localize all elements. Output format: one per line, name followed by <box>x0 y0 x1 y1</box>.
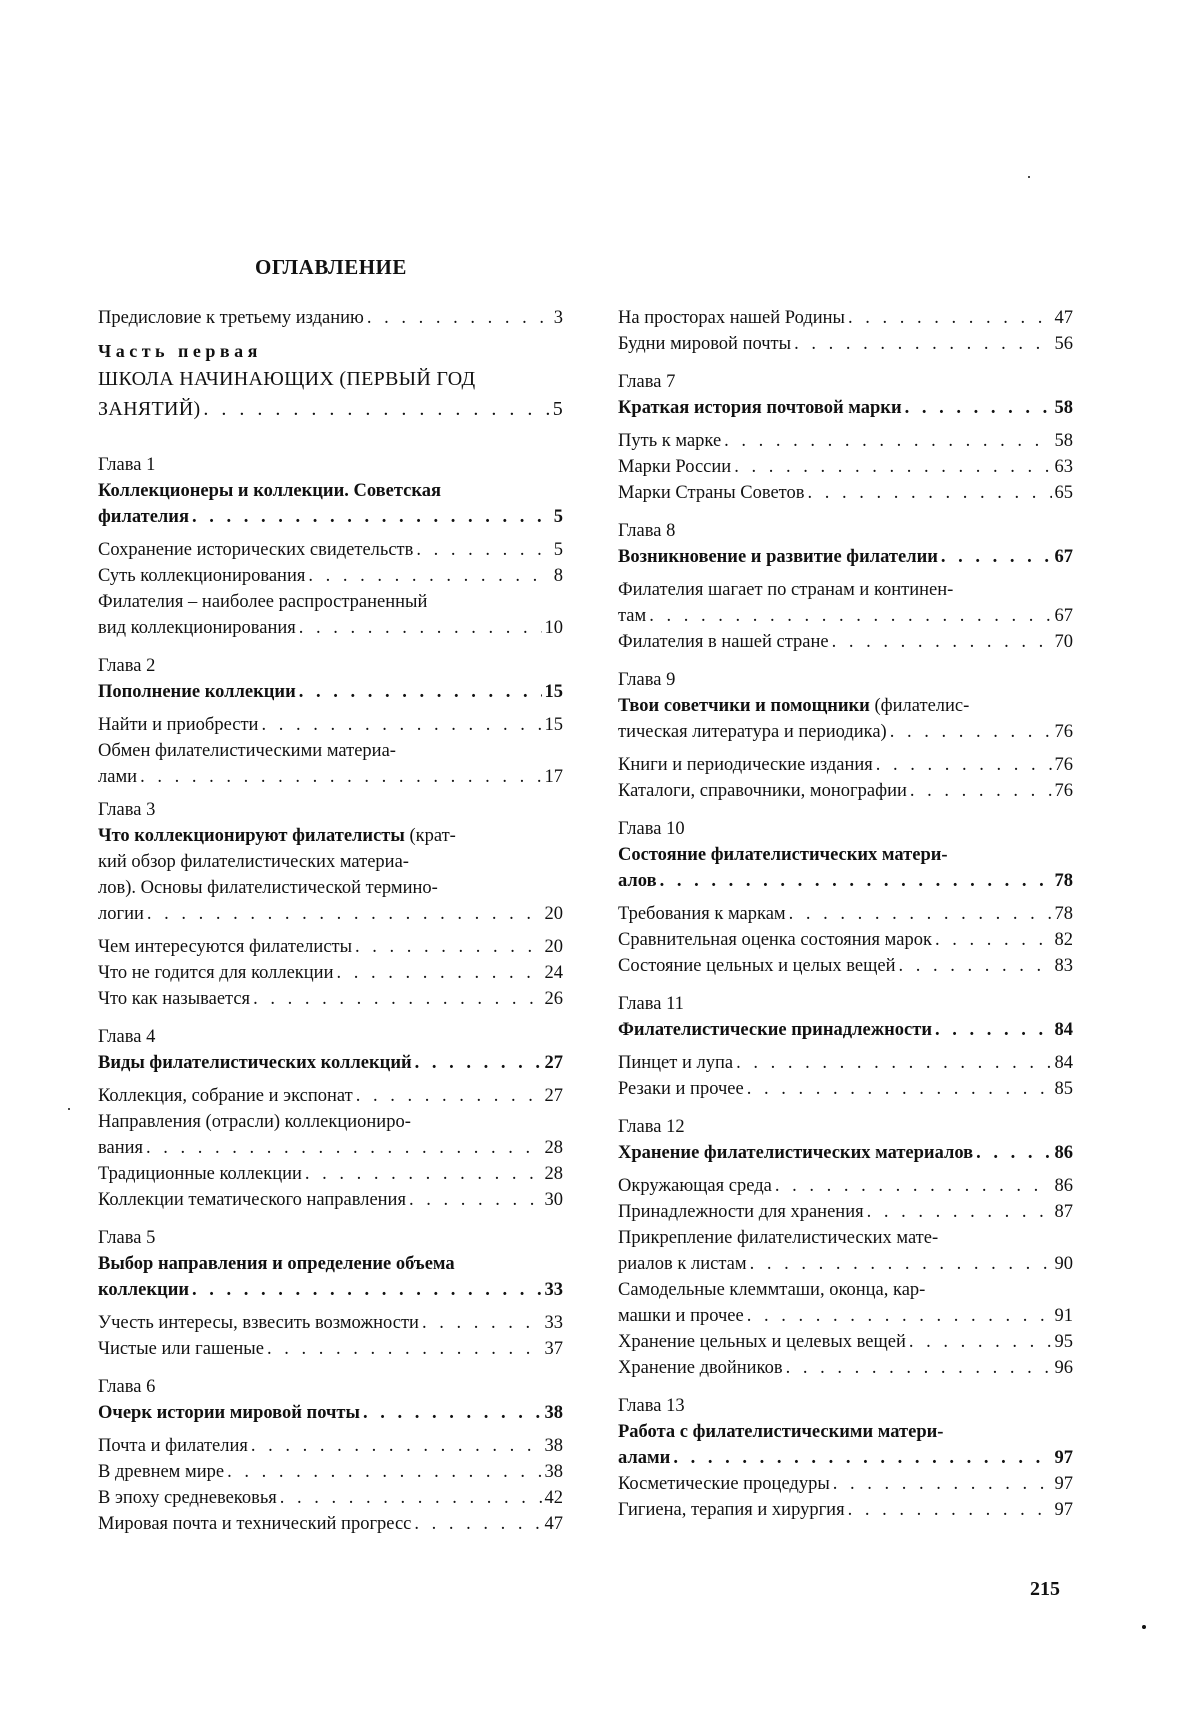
leader-dots <box>876 752 1052 778</box>
toc-entry[interactable] <box>618 629 1073 655</box>
leader-dots <box>976 1140 1051 1166</box>
entry-title: Предисловие к третьему изданию <box>98 305 364 331</box>
entry-title-line: Направления (отрасли) коллекциониро- <box>98 1109 563 1135</box>
chapter-label: Глава 4 <box>98 1024 563 1050</box>
entry-title: Почта и филателия <box>98 1433 248 1459</box>
entry-title: В древнем мире <box>98 1459 224 1485</box>
entry-title: Очерк истории мировой почты <box>98 1400 360 1426</box>
leader-dots <box>147 901 542 927</box>
toc-entry[interactable] <box>98 615 563 641</box>
entry-page: 30 <box>545 1187 564 1213</box>
toc-entry[interactable] <box>98 986 563 1012</box>
toc-entry[interactable] <box>618 331 1073 357</box>
toc-entry[interactable] <box>618 603 1073 629</box>
toc-entry[interactable] <box>618 454 1073 480</box>
entry-page: 47 <box>545 1511 564 1537</box>
entry-title: Косметические процедуры <box>618 1471 830 1497</box>
leader-dots <box>253 986 541 1012</box>
leader-dots <box>747 1076 1052 1102</box>
leader-dots <box>890 719 1052 745</box>
toc-entry-chapter-6[interactable] <box>98 1400 563 1426</box>
leader-dots <box>750 1251 1052 1277</box>
entry-page: 58 <box>1055 428 1074 454</box>
entry-title-line: Филателия шагает по странам и континен- <box>618 577 1073 603</box>
entry-title: Учесть интересы, взвесить возможности <box>98 1310 419 1336</box>
entry-title: Резаки и прочее <box>618 1076 744 1102</box>
entry-title: Традиционные коллекции <box>98 1161 302 1187</box>
leader-dots <box>299 615 542 641</box>
entry-title: Требования к маркам <box>618 901 786 927</box>
toc-left-column <box>98 305 563 1537</box>
entry-page: 33 <box>545 1277 564 1303</box>
entry-page: 78 <box>1055 901 1074 927</box>
toc-entry[interactable] <box>98 934 563 960</box>
entry-title: Путь к марке <box>618 428 721 454</box>
entry-title: Гигиена, терапия и хирургия <box>618 1497 845 1523</box>
leader-dots <box>734 454 1051 480</box>
toc-entry[interactable] <box>98 1336 563 1362</box>
toc-entry[interactable] <box>98 1459 563 1485</box>
toc-entry[interactable] <box>618 428 1073 454</box>
chapter-label: Глава 9 <box>618 667 1073 693</box>
leader-dots <box>140 764 541 790</box>
toc-entry[interactable] <box>98 764 563 790</box>
entry-title: Коллекции тематического направления <box>98 1187 406 1213</box>
toc-entry[interactable] <box>98 960 563 986</box>
leader-dots <box>910 778 1052 804</box>
entry-page: 70 <box>1055 629 1074 655</box>
entry-title: алами <box>618 1445 670 1471</box>
entry-page: 3 <box>554 305 563 331</box>
chapter-label: Глава 7 <box>618 369 1073 395</box>
toc-entry[interactable] <box>98 1083 563 1109</box>
entry-page: 76 <box>1055 778 1074 804</box>
toc-entry-chapter-9[interactable] <box>618 719 1073 745</box>
part-title: ШКОЛА НАЧИНАЮЩИХ (ПЕРВЫЙ ГОД <box>98 364 563 394</box>
entry-page: 58 <box>1055 395 1074 421</box>
leader-dots <box>794 331 1051 357</box>
leader-dots <box>280 1485 542 1511</box>
toc-entry-chapter-13[interactable] <box>618 1445 1073 1471</box>
entry-title: Филателистические принадлежности <box>618 1017 932 1043</box>
leader-dots <box>909 1329 1052 1355</box>
print-speck <box>68 1108 70 1110</box>
toc-entry[interactable] <box>618 927 1073 953</box>
entry-title: алов <box>618 868 657 894</box>
leader-dots <box>832 629 1052 655</box>
entry-title: тическая литература и периодика) <box>618 719 887 745</box>
entry-page: 28 <box>545 1135 564 1161</box>
print-speck <box>1028 176 1030 178</box>
entry-page: 67 <box>1055 603 1074 629</box>
entry-page: 76 <box>1055 752 1074 778</box>
toc-entry[interactable] <box>98 537 563 563</box>
toc-entry[interactable] <box>618 480 1073 506</box>
toc-entry[interactable] <box>618 953 1073 979</box>
entry-page: 10 <box>545 615 564 641</box>
entry-title: Пинцет и лупа <box>618 1050 733 1076</box>
chapter-title: Состояние филателистических матери- <box>618 842 1073 868</box>
leader-dots <box>724 428 1051 454</box>
chapter-title-bold: Что коллекционируют филателисты <box>98 826 405 846</box>
entry-title: логии <box>98 901 144 927</box>
entry-page: 20 <box>545 934 564 960</box>
entry-page: 84 <box>1055 1017 1074 1043</box>
entry-title: Хранение цельных и целевых вещей <box>618 1329 906 1355</box>
leader-dots <box>355 934 541 960</box>
entry-page: 90 <box>1055 1251 1074 1277</box>
toc-entry[interactable] <box>98 1187 563 1213</box>
entry-title: вид коллекционирования <box>98 615 296 641</box>
chapter-title-line: лов). Основы филателистической термино- <box>98 875 563 901</box>
leader-dots <box>415 1050 542 1076</box>
toc-entry[interactable] <box>618 1173 1073 1199</box>
toc-entry[interactable] <box>98 1433 563 1459</box>
entry-page: 83 <box>1055 953 1074 979</box>
entry-page: 76 <box>1055 719 1074 745</box>
entry-title: Состояние цельных и целых вещей <box>618 953 896 979</box>
leader-dots <box>251 1433 542 1459</box>
entry-title: там <box>618 603 646 629</box>
chapter-label: Глава 1 <box>98 452 563 478</box>
toc-entry[interactable] <box>98 1161 563 1187</box>
toc-entry-chapter-12[interactable] <box>618 1140 1073 1166</box>
entry-page: 86 <box>1055 1140 1074 1166</box>
toc-entry[interactable] <box>618 1497 1073 1523</box>
entry-page: 15 <box>545 712 564 738</box>
leader-dots <box>337 960 542 986</box>
toc-entry[interactable] <box>98 1511 563 1537</box>
toc-entry[interactable] <box>618 752 1073 778</box>
entry-page: 17 <box>545 764 564 790</box>
toc-entry[interactable] <box>618 1355 1073 1381</box>
entry-title: филателия <box>98 504 189 530</box>
entry-title: Найти и приобрести <box>98 712 258 738</box>
entry-page: 5 <box>554 537 563 563</box>
leader-dots <box>786 1355 1052 1381</box>
entry-page: 85 <box>1055 1076 1074 1102</box>
leader-dots <box>227 1459 541 1485</box>
toc-entry-chapter-8[interactable] <box>618 544 1073 570</box>
leader-dots <box>848 305 1052 331</box>
leader-dots <box>775 1173 1052 1199</box>
toc-entry[interactable] <box>98 1485 563 1511</box>
toc-entry[interactable] <box>98 563 563 589</box>
entry-page: 47 <box>1055 305 1074 331</box>
toc-entry[interactable] <box>618 1329 1073 1355</box>
toc-entry[interactable] <box>618 305 1073 331</box>
entry-title: Что как называется <box>98 986 250 1012</box>
entry-page: 20 <box>545 901 564 927</box>
entry-page: 38 <box>545 1433 564 1459</box>
entry-title: Марки Страны Советов <box>618 480 805 506</box>
entry-page: 97 <box>1055 1445 1074 1471</box>
leader-dots <box>905 395 1052 421</box>
entry-page: 78 <box>1055 868 1074 894</box>
entry-page: 65 <box>1055 480 1074 506</box>
entry-title-line: Филателия – наиболее распространенный <box>98 589 563 615</box>
chapter-title <box>98 823 563 849</box>
toc-entry[interactable] <box>618 1199 1073 1225</box>
entry-page: 91 <box>1055 1303 1074 1329</box>
entry-page: 97 <box>1055 1497 1074 1523</box>
leader-dots <box>747 1303 1052 1329</box>
entry-title: Чистые или гашеные <box>98 1336 264 1362</box>
leader-dots <box>356 1083 542 1109</box>
entry-page: 5 <box>554 504 563 530</box>
entry-title: Марки России <box>618 454 731 480</box>
leader-dots <box>308 563 550 589</box>
entry-page: 87 <box>1055 1199 1074 1225</box>
entry-title: На просторах нашей Родины <box>618 305 845 331</box>
toc-entry[interactable] <box>98 1135 563 1161</box>
print-speck <box>1142 1625 1146 1629</box>
entry-title: Хранение двойников <box>618 1355 783 1381</box>
chapter-label: Глава 13 <box>618 1393 1073 1419</box>
toc-entry-chapter-1[interactable] <box>98 504 563 530</box>
toc-entry[interactable] <box>98 712 563 738</box>
entry-title: лами <box>98 764 137 790</box>
leader-dots <box>899 953 1052 979</box>
chapter-title: Работа с филателистическими матери- <box>618 1419 1073 1445</box>
toc-entry-preface[interactable] <box>98 305 563 331</box>
toc-entry[interactable] <box>618 1076 1073 1102</box>
entry-title: машки и прочее <box>618 1303 744 1329</box>
entry-title: риалов к листам <box>618 1251 747 1277</box>
entry-page: 42 <box>545 1485 564 1511</box>
entry-title: В эпоху средневековья <box>98 1485 277 1511</box>
leader-dots <box>409 1187 542 1213</box>
entry-page: 38 <box>545 1459 564 1485</box>
entry-title: вания <box>98 1135 143 1161</box>
entry-title: ЗАНЯТИЙ) <box>98 394 200 424</box>
chapter-label: Глава 8 <box>618 518 1073 544</box>
leader-dots <box>941 544 1052 570</box>
chapter-title: Выбор направления и определение объема <box>98 1251 563 1277</box>
leader-dots <box>261 712 541 738</box>
leader-dots <box>367 305 551 331</box>
entry-page: 8 <box>554 563 563 589</box>
toc-right-column <box>618 305 1073 1523</box>
entry-page: 28 <box>545 1161 564 1187</box>
toc-entry-chapter-10[interactable] <box>618 868 1073 894</box>
entry-title: Виды филателистических коллекций <box>98 1050 412 1076</box>
page-title: ОГЛАВЛЕНИЕ <box>255 255 407 280</box>
entry-title: Пополнение коллекции <box>98 679 296 705</box>
leader-dots <box>192 504 551 530</box>
leader-dots <box>935 927 1052 953</box>
leader-dots <box>808 480 1052 506</box>
entry-title: Сравнительная оценка состояния марок <box>618 927 932 953</box>
chapter-title-rest: (крат- <box>405 826 456 846</box>
chapter-title: Коллекционеры и коллекции. Советская <box>98 478 563 504</box>
entry-page: 97 <box>1055 1471 1074 1497</box>
chapter-label: Глава 6 <box>98 1374 563 1400</box>
leader-dots <box>660 868 1052 894</box>
entry-page: 26 <box>545 986 564 1012</box>
toc-entry-chapter-3[interactable] <box>98 901 563 927</box>
entry-page: 27 <box>545 1050 564 1076</box>
entry-title: Суть коллекционирования <box>98 563 305 589</box>
entry-page: 33 <box>545 1310 564 1336</box>
entry-title: коллекции <box>98 1277 189 1303</box>
chapter-label: Глава 3 <box>98 797 563 823</box>
chapter-label: Глава 11 <box>618 991 1073 1017</box>
toc-entry-chapter-4[interactable] <box>98 1050 563 1076</box>
entry-title: Возникновение и развитие филателии <box>618 544 938 570</box>
entry-page: 86 <box>1055 1173 1074 1199</box>
leader-dots <box>299 679 542 705</box>
entry-title-line: Самодельные клеммташи, оконца, кар- <box>618 1277 1073 1303</box>
entry-page: 95 <box>1055 1329 1074 1355</box>
toc-entry[interactable] <box>618 1050 1073 1076</box>
leader-dots <box>935 1017 1052 1043</box>
chapter-title <box>618 693 1073 719</box>
entry-title: Сохранение исторических свидетельств <box>98 537 413 563</box>
leader-dots <box>203 394 549 424</box>
toc-entry[interactable] <box>98 1310 563 1336</box>
leader-dots <box>192 1277 541 1303</box>
chapter-title-bold: Твои советчики и помощники <box>618 696 870 716</box>
entry-page: 38 <box>545 1400 564 1426</box>
entry-title: Мировая почта и технический прогресс <box>98 1511 411 1537</box>
chapter-title-rest: (филателис- <box>870 696 969 716</box>
toc-entry-part-one[interactable] <box>98 394 563 424</box>
entry-title: Что не годится для коллекции <box>98 960 334 986</box>
entry-title: Книги и периодические издания <box>618 752 873 778</box>
leader-dots <box>267 1336 542 1362</box>
entry-title: Краткая история почтовой марки <box>618 395 902 421</box>
leader-dots <box>736 1050 1051 1076</box>
entry-title: Филателия в нашей стране <box>618 629 829 655</box>
entry-page: 67 <box>1055 544 1074 570</box>
chapter-title-line: кий обзор филателистических материа- <box>98 849 563 875</box>
leader-dots <box>649 603 1051 629</box>
entry-title: Чем интересуются филателисты <box>98 934 352 960</box>
entry-page: 84 <box>1055 1050 1074 1076</box>
entry-title: Каталоги, справочники, монографии <box>618 778 907 804</box>
leader-dots <box>848 1497 1052 1523</box>
entry-title: Принадлежности для хранения <box>618 1199 864 1225</box>
entry-title: Будни мировой почты <box>618 331 791 357</box>
entry-title-line: Обмен филателистическими материа- <box>98 738 563 764</box>
toc-entry[interactable] <box>618 778 1073 804</box>
toc-entry-chapter-2[interactable] <box>98 679 563 705</box>
toc-entry-chapter-11[interactable] <box>618 1017 1073 1043</box>
leader-dots <box>146 1135 541 1161</box>
toc-entry-chapter-5[interactable] <box>98 1277 563 1303</box>
entry-title: Окружающая среда <box>618 1173 772 1199</box>
leader-dots <box>673 1445 1051 1471</box>
toc-entry[interactable] <box>618 1303 1073 1329</box>
entry-page: 15 <box>545 679 564 705</box>
leader-dots <box>422 1310 542 1336</box>
leader-dots <box>414 1511 541 1537</box>
chapter-label: Глава 12 <box>618 1114 1073 1140</box>
leader-dots <box>305 1161 542 1187</box>
toc-entry[interactable] <box>618 1251 1073 1277</box>
toc-entry[interactable] <box>618 1471 1073 1497</box>
leader-dots <box>789 901 1052 927</box>
leader-dots <box>867 1199 1052 1225</box>
leader-dots <box>363 1400 542 1426</box>
entry-page: 96 <box>1055 1355 1074 1381</box>
entry-page: 56 <box>1055 331 1074 357</box>
toc-entry-chapter-7[interactable] <box>618 395 1073 421</box>
entry-title: Хранение филателистических материалов <box>618 1140 973 1166</box>
entry-page: 82 <box>1055 927 1074 953</box>
entry-page: 27 <box>545 1083 564 1109</box>
entry-page: 63 <box>1055 454 1074 480</box>
leader-dots <box>833 1471 1052 1497</box>
page-number: 215 <box>1030 1578 1060 1601</box>
entry-title: Коллекция, собрание и экспонат <box>98 1083 353 1109</box>
part-label: Часть первая <box>98 338 563 364</box>
toc-entry[interactable] <box>618 901 1073 927</box>
chapter-label: Глава 10 <box>618 816 1073 842</box>
entry-page: 37 <box>545 1336 564 1362</box>
entry-title-line: Прикрепление филателистических мате- <box>618 1225 1073 1251</box>
chapter-label: Глава 2 <box>98 653 563 679</box>
leader-dots <box>416 537 550 563</box>
entry-page: 24 <box>545 960 564 986</box>
entry-page: 5 <box>553 394 563 424</box>
chapter-label: Глава 5 <box>98 1225 563 1251</box>
